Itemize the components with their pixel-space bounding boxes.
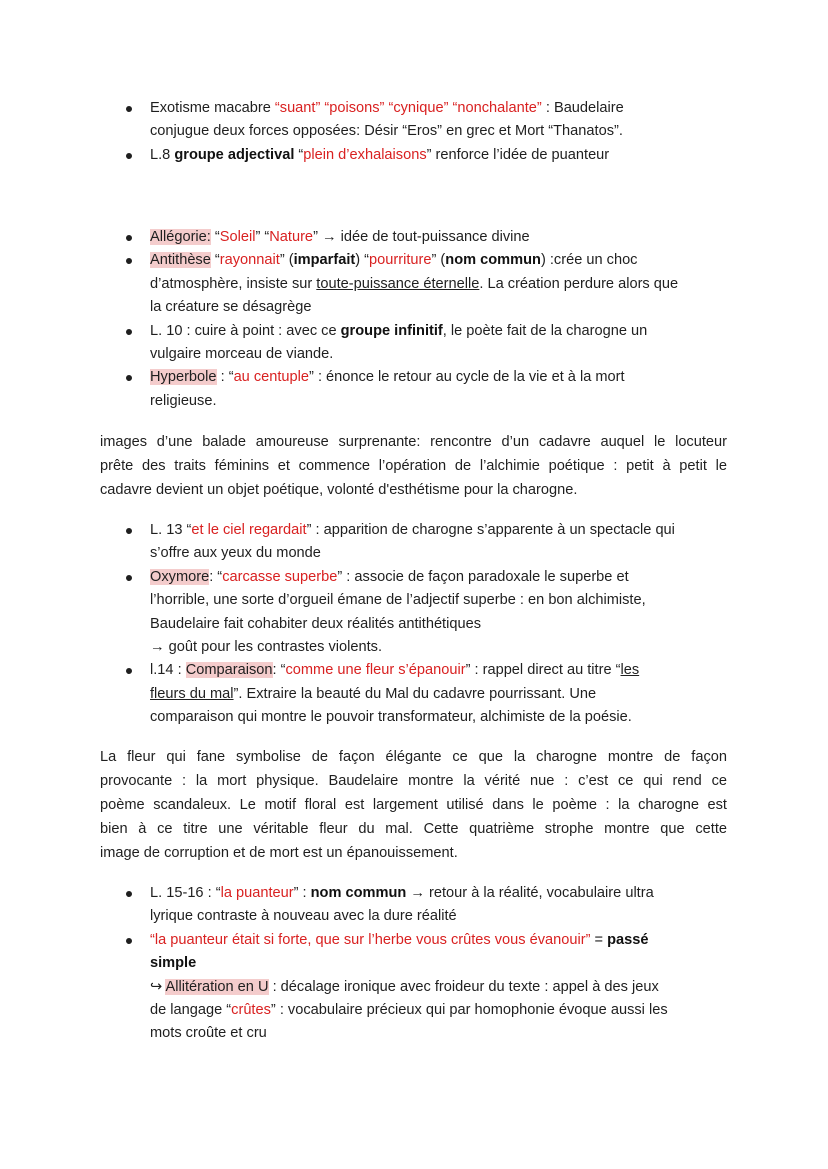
quote-run: plein d’exhalaisons	[303, 146, 427, 163]
quote-run: crûtes	[231, 1002, 271, 1019]
list-item	[0, 226, 828, 249]
highlighted-term: Allitération en U	[165, 978, 269, 995]
text-run: “	[210, 229, 220, 245]
underlined-term: toute-puissance éternelle	[316, 275, 480, 292]
text-line	[150, 320, 738, 343]
quote-run: “poisons”	[320, 100, 385, 116]
quote-run: Soleil	[219, 229, 256, 245]
highlighted-term: Oxymore	[150, 568, 210, 585]
text-run: ” (	[431, 252, 446, 269]
text-line	[150, 519, 738, 542]
list-item	[0, 144, 828, 167]
quote-run: carcasse superbe	[222, 568, 338, 585]
text-run: → retour à la réalité, vocabulaire ultra	[406, 885, 654, 901]
list-item	[0, 97, 828, 144]
text-line	[150, 249, 738, 272]
text-run: L. 15-16 : “	[150, 885, 221, 901]
bold-term: simple	[150, 955, 197, 972]
text-line: Baudelaire fait cohabiter deux réalités antithétiques	[150, 615, 482, 632]
text-line: cadavre devient un objet poétique, volonté d'esthétisme pour la charogne.	[100, 481, 578, 498]
text-run: =	[590, 931, 608, 948]
text-line	[150, 144, 738, 167]
text-line: → goût pour les contrastes violents.	[150, 639, 382, 656]
quote-run: comme une fleur s’épanouir	[285, 662, 466, 679]
bold-term: nom commun	[445, 252, 541, 269]
highlighted-term: Hyperbole	[150, 369, 217, 386]
text-run: ”. Extraire la beauté du Mal du cadavre pourrissant. Une	[233, 685, 597, 702]
quote-run: “nonchalante”	[448, 100, 542, 116]
text-line	[150, 273, 738, 296]
text-line: conjugue deux forces opposées: Désir “Eros” en grec et Mort “Thanatos”.	[150, 123, 623, 140]
text-run: ” → idée de tout-puissance divine	[313, 229, 530, 245]
bold-term: nom commun	[310, 885, 407, 901]
quote-run: “la puanteur était si forte, que sur l’herbe vous crûtes vous évanouir”	[150, 931, 591, 948]
text-run: ” “	[255, 229, 270, 245]
text-run: : décalage ironique avec froideur du texte : appel à des jeux	[268, 978, 659, 995]
text-line: image de corruption et de mort est un épanouissement.	[100, 844, 458, 861]
text-run: . La création perdure alors que	[479, 275, 679, 292]
text-line: prête des traits féminins et commence l’opération de l’alchimie poétique : petit à petit le	[100, 457, 727, 474]
bullet-list-3	[0, 519, 828, 730]
text-line: mots croûte et cru	[150, 1025, 267, 1042]
text-run: , le poète fait de la charogne un	[442, 322, 648, 339]
text-run: ” : apparition de charogne s’apparente à un spectacle qui	[306, 522, 675, 538]
text-line: poème scandaleux. Le motif floral est largement utilisé dans le poème : la charogne est	[100, 796, 727, 813]
text-run: de langage “	[150, 1002, 232, 1019]
bullet-list-2	[0, 226, 828, 413]
list-item	[0, 366, 828, 413]
text-run: L. 13 “	[150, 522, 192, 538]
text-run: : “	[209, 568, 223, 585]
text-run: ” :	[293, 885, 311, 901]
text-run: L. 10 : cuire à point : avec ce	[150, 322, 341, 339]
text-run: ) “	[355, 252, 370, 269]
underlined-term: les	[620, 662, 640, 679]
underlined-term: fleurs du mal	[150, 685, 234, 702]
text-line	[150, 683, 738, 706]
text-run: : “	[272, 662, 286, 679]
text-line: provocante : la mort physique. Baudelaire montre la vérité nue : c’est ce qui rend ce	[100, 772, 727, 789]
highlighted-term: Allégorie:	[150, 229, 211, 245]
text-line	[150, 999, 738, 1022]
text-line	[150, 659, 738, 682]
text-run: ” : associe de façon paradoxale le superbe et	[337, 568, 629, 585]
text-line	[150, 366, 738, 389]
text-run: Exotisme macabre	[150, 100, 275, 116]
text-line	[150, 97, 738, 120]
text-run: ” (	[279, 252, 294, 269]
text-line	[150, 566, 738, 589]
text-run: : Baudelaire	[541, 100, 624, 116]
list-item	[0, 320, 828, 367]
highlighted-term: Antithèse	[150, 252, 211, 269]
list-item	[0, 566, 828, 660]
quote-run: pourriture	[369, 252, 432, 269]
text-run: ” renforce l’idée de puanteur	[426, 146, 610, 163]
text-line: La fleur qui fane symbolise de façon élégante ce que la charogne montre de façon	[100, 749, 727, 765]
text-line: s’offre aux yeux du monde	[150, 545, 321, 562]
quote-run: “suant”	[274, 100, 321, 116]
bold-term: groupe infinitif	[340, 322, 443, 339]
text-run: d’atmosphère, insiste sur	[150, 275, 317, 292]
list-item	[0, 519, 828, 566]
paragraph-1	[100, 431, 727, 503]
quote-run: Nature	[269, 229, 314, 245]
bullet-list-4	[0, 882, 828, 1046]
bullet-list-1	[0, 97, 828, 167]
text-run: ” : énonce le retour au cycle de la vie et à la mort	[309, 369, 625, 386]
text-line: images d’une balade amoureuse surprenante: rencontre d’un cadavre auquel le locuteur	[100, 434, 727, 450]
bold-term: imparfait	[293, 252, 356, 269]
text-run: ” : vocabulaire précieux qui par homophonie évoque aussi les	[270, 1002, 668, 1019]
list-item	[0, 659, 828, 729]
text-run: “	[294, 146, 304, 163]
text-line: l’horrible, une sorte d’orgueil émane de l’adjectif superbe : en bon alchimiste,	[150, 592, 646, 609]
bold-term: passé	[607, 931, 649, 948]
paragraph-2	[100, 746, 727, 866]
list-item	[0, 929, 828, 1046]
text-line: la créature se désagrège	[150, 299, 312, 316]
text-run: ” : rappel direct au titre “	[465, 662, 621, 679]
quote-run: “cynique”	[384, 100, 449, 116]
text-line: religieuse.	[150, 392, 217, 409]
quote-run: au centuple	[233, 369, 310, 386]
text-line	[150, 976, 738, 999]
list-item	[0, 882, 828, 929]
text-line	[150, 929, 738, 952]
bold-term: groupe adjectival	[174, 146, 295, 163]
quote-run: et le ciel regardait	[191, 522, 307, 538]
text-line	[150, 226, 738, 249]
quote-run: rayonnait	[219, 252, 280, 269]
text-line: comparaison qui montre le pouvoir transformateur, alchimiste de la poésie.	[150, 709, 632, 726]
quote-run: la puanteur	[220, 885, 294, 901]
text-run: “	[210, 252, 220, 269]
arrow-glyph: ↪	[150, 978, 166, 995]
text-run: : “	[216, 369, 234, 386]
text-line: lyrique contraste à nouveau avec la dure réalité	[150, 908, 457, 925]
text-run: l.14 :	[150, 662, 186, 679]
text-run: L.8	[150, 146, 175, 163]
text-line: bien à ce titre une véritable fleur du mal. Cette quatrième strophe montre que cette	[100, 820, 727, 837]
list-item	[0, 249, 828, 319]
text-line: vulgaire morceau de viande.	[150, 346, 334, 363]
text-run: ) :crée un choc	[540, 252, 638, 269]
text-line	[150, 882, 738, 905]
highlighted-term: Comparaison	[185, 662, 273, 679]
